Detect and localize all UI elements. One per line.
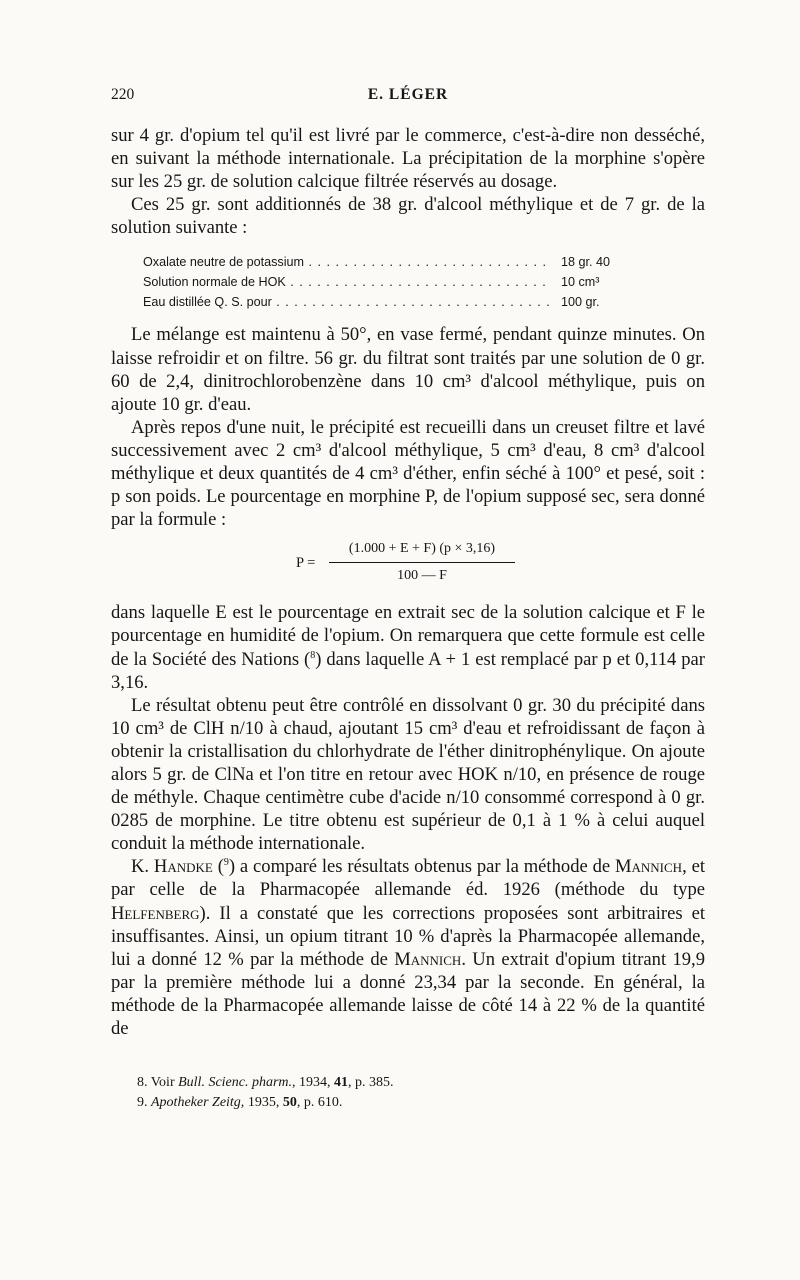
paragraph-4: Après repos d'une nuit, le précipité est recueilli dans un creuset filtre et lavé successivement avec 2 cm³ d'alcool méthylique, 5 cm³ d'eau, 8 cm³ d'alcool méthylique et deux quantités de 4 cm³ d'éther, enfin séché à 100° et pesé, soit : p son poids. Le pourcentage en morphine P, de l'opium supposé sec, sera donné par la formule : xyxy=(111,416,705,531)
author-name: Handke xyxy=(153,856,213,878)
recipe-ingredient: Oxalate neutre de potassium . . . xyxy=(143,252,551,272)
running-title: E. LÉGER xyxy=(367,86,449,103)
method-name: Mannich xyxy=(614,856,683,878)
body-text xyxy=(111,124,705,1040)
method-name: Helfenberg xyxy=(111,902,200,924)
page-header xyxy=(111,86,705,110)
paragraph-5: dans laquelle E est le pourcentage en extrait sec de la solution calcique et F le pourcentage en humidité de l'opium. On remarquera que cette formule est celle de la Société des Nations ($^8$) dans laquelle A + 1 est remplacé par p et 0,114 par 3,16. xyxy=(111,602,705,693)
paragraph-7: K. Handke ($^9$) a comparé les résultats obtenus par la méthode de Mannich, et par celle de la Pharmacopée allemande éd. 1926 (méthode du type Helfenberg). Il a constaté que les corrections proposées sont arbitraires et insuffisantes. Ainsi, un opium titrant 10 % d'après la Pharmacopée allemande, lui a donné 12 % par la méthode de Mannich. Un extrait d'opium titrant 19,9 par la première méthode lui a donné 23,34 par la seconde. En général, la méthode de la Pharmacopée allemande laisse de côté 14 à 22 % de la quantité de xyxy=(111,856,705,1039)
recipe-row xyxy=(143,292,629,312)
recipe-quantity: 18 gr. 40 xyxy=(561,255,611,270)
formula-denominator: 100 — F xyxy=(397,568,447,584)
footnote-ref-9: 9 xyxy=(223,857,229,869)
morphine-formula xyxy=(111,537,705,589)
recipe-quantity: 10 cm³ xyxy=(561,275,600,290)
method-name: Mannich xyxy=(394,948,462,970)
footnote-ref-8: 8 xyxy=(310,649,316,661)
page-number: 220 xyxy=(111,86,135,103)
paragraph-6: Le résultat obtenu peut être contrôlé en dissolvant 0 gr. 30 du précipité dans 10 cm³ de ClH n/10 à chaud, ajoutant 15 cm³ d'eau et refroidissant de façon à obtenir la cristallisation du chlorhydrate de l'éther dinitrophénylique. On ajoute alors 5 gr. de ClNa et l'on titre en retour avec HOK n/10, en présence de rouge de méthyle. Chaque centimètre cube d'acide n/10 consommé correspond à 0 gr. 0285 de morphine. Le titre obtenu est supérieur de 0,1 à 1 % à celui auquel conduit la méthode internationale. xyxy=(111,694,705,855)
paragraph-2: Ces 25 gr. sont additionnés de 38 gr. d'alcool méthylique et de 7 gr. de la solution suivante : xyxy=(111,194,705,239)
recipe-row xyxy=(143,272,629,292)
recipe-row xyxy=(143,252,629,272)
footnote-8: 8. Voir Bull. Scienc. pharm., 1934, 41, p. 385. xyxy=(137,1075,394,1090)
paragraph-1: sur 4 gr. d'opium tel qu'il est livré par le commerce, c'est-à-dire non desséché, en suivant la méthode internationale. La précipitation de la morphine s'opère sur les 25 gr. de solution calcique filtrée réservés au dosage. xyxy=(111,125,705,193)
recipe-ingredient: Solution normale de HOK . . . xyxy=(143,272,551,292)
paragraph-3: Le mélange est maintenu à 50°, en vase fermé, pendant quinze minutes. On laisse refroidir et on filtre. 56 gr. du filtrat sont traités par une solution de 0 gr. 60 de 2,4, dinitrochlorobenzène dans 10 cm³ d'alcool méthylique, puis on ajoute 10 gr. d'eau. xyxy=(111,324,705,415)
footnote-9: 9. Apotheker Zeitg, 1935, 50, p. 610. xyxy=(137,1095,343,1110)
formula-numerator: (1.000 + E + F) (p × 3,16) xyxy=(329,537,515,563)
recipe-ingredient: Eau distillée Q. S. pour . . . xyxy=(143,292,551,312)
recipe-quantity: 100 gr. xyxy=(561,295,600,310)
formula-fraction xyxy=(329,537,515,587)
formula-lhs: P = xyxy=(296,555,316,572)
recipe-table xyxy=(143,252,629,312)
footnotes xyxy=(137,1073,707,1113)
